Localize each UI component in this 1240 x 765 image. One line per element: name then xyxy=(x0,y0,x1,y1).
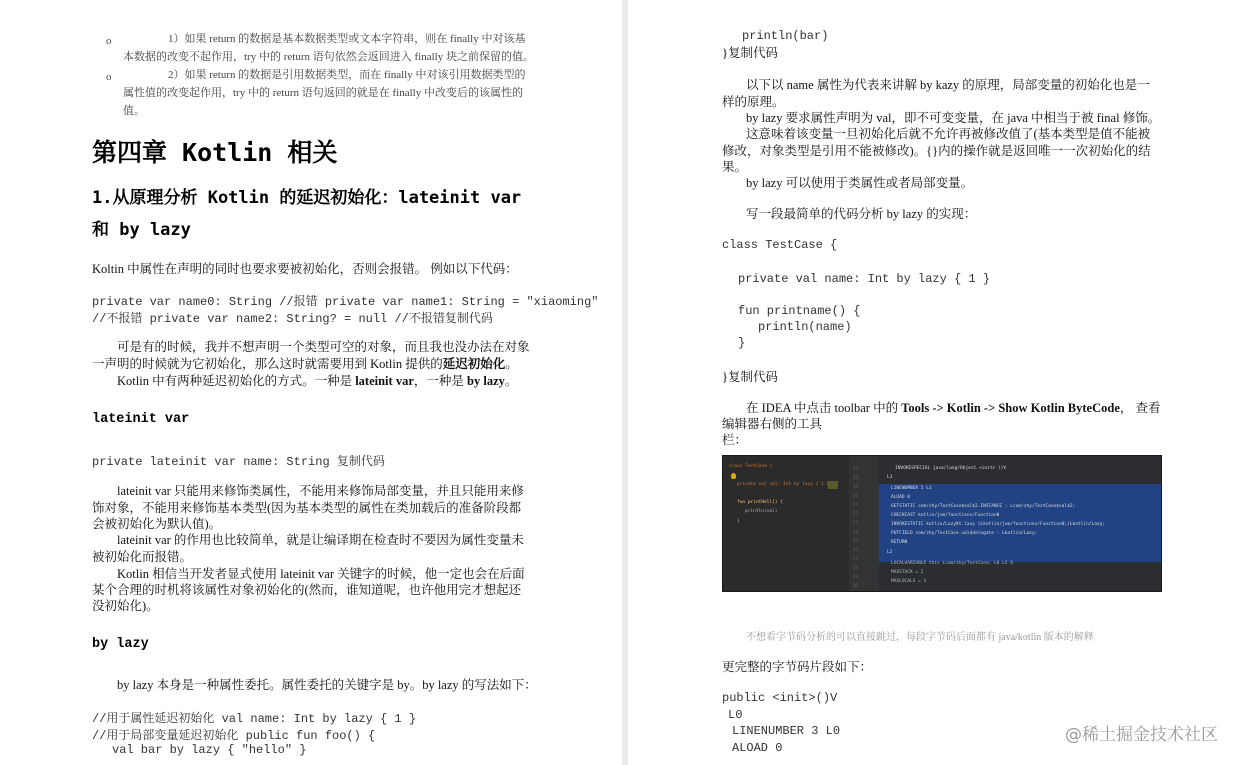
ide-bytecode-line: LINENUMBER 5 L1 xyxy=(891,486,932,491)
ide-left-code: } xyxy=(737,519,740,524)
ide-line-number: 27 xyxy=(853,556,858,561)
p4-line1: lateinit var 的作用也比较简单，就是让编译期在检查时不要因为属性变量未 xyxy=(117,533,524,547)
code3-line1: //用于属性延迟初始化 val name: Int by lazy { 1 } xyxy=(92,712,417,726)
p3-line1: lateinit var 只能用来修饰类属性，不能用来修饰局部变量，并且只能用来修 xyxy=(117,484,524,498)
section-title-line1: 1.从原理分析 Kotlin 的延迟初始化：lateinit var xyxy=(92,188,522,208)
p3-line3: 会被初始化为默认值)。 xyxy=(92,517,222,531)
ide-bytecode-line: MAXLOCALS = 1 xyxy=(891,579,927,584)
r6: 更完整的字节码片段如下： xyxy=(722,660,873,674)
r2-line3: 修改，对象类型是引用不能被修改)。{}内的操作就是返回唯一一次初始化的结 xyxy=(722,144,1151,158)
ide-line-number: 23 xyxy=(853,520,858,525)
ide-bytecode-line: ALOAD 0 xyxy=(891,495,910,500)
ide-line-number: 26 xyxy=(853,547,858,552)
code-c1: public <init>()V xyxy=(722,691,838,705)
p5-line1: Kotlin 相信当开发者显式使用 lateinit var 关键字的时候，他一定也会在后面 xyxy=(117,567,525,581)
r2-line4: 果。 xyxy=(722,160,748,174)
ide-line-number: 17 xyxy=(853,466,858,471)
r5-line1: 在 IDEA 中点击 toolbar 中的 Tools -> Kotlin -> Show Kotlin ByteCode， 查看 xyxy=(746,401,1161,415)
ide-line-number: 19 xyxy=(853,484,858,489)
r5-line2: 编辑器右侧的工具 xyxy=(722,417,823,431)
r4: 写一段最简单的代码分析 by lazy 的实现： xyxy=(746,207,977,221)
r2-line2: 这意味着该变量一旦初始化后就不允许再被修改值了(基本类型是值不能被 xyxy=(746,127,1151,141)
watermark: @稀土掘金技术社区 xyxy=(1065,725,1218,745)
code-c4: ALOAD 0 xyxy=(732,741,783,755)
subheading-lateinit: lateinit var xyxy=(92,412,190,427)
ide-line-number: 22 xyxy=(853,511,858,516)
p3-line2: 饰对象，不能用来修饰基本类型(因为基本类型的属性在类加载后的准备阶段都 xyxy=(92,501,522,515)
ide-bytecode-line: CHECKCAST kotlin/jvm/functions/Function0 xyxy=(891,513,1000,518)
section-title-line2: 和 by lazy xyxy=(92,220,191,240)
ide-bytecode-line: PUTFIELD com/zhy/TestCase.val$delegate : Lkotlin/Lazy; xyxy=(891,531,1038,536)
ide-editor-pane xyxy=(723,456,849,591)
ide-line-number: 29 xyxy=(853,574,858,579)
bullet1-line2: 本数据的改变不起作用，try 中的 return 语句依然会返回进入 finally 块之前保留的值。 xyxy=(123,51,534,63)
bullet1-line1: 1）如果 return 的数据是基本数据类型或文本字符串，则在 finally 中对该基 xyxy=(168,33,526,45)
ide-selection xyxy=(828,481,838,489)
para1-line2: 一声明的时候就为它初始化，那么这时就需要用到 Kotlin 提供的延迟初始化。 xyxy=(92,357,518,371)
ide-left-code: println(val) xyxy=(745,509,778,514)
lightbulb-icon xyxy=(731,473,736,479)
para1-line1: 可是有的时候，我并不想声明一个类型可空的对象，而且我也没办法在对象 xyxy=(117,340,530,354)
image-caption: 不想看字节码分析的可以直接跳过，每段字节码后面都有 java/kotlin 版本的解释 xyxy=(746,632,1094,643)
ide-line-number: 30 xyxy=(853,583,858,588)
ide-line-number: 24 xyxy=(853,529,858,534)
code3-line2: //用于局部变量延迟初始化 public fun foo() { xyxy=(92,729,376,743)
ide-left-code: fun printHell() { xyxy=(737,500,784,505)
ide-bytecode-line: L2 xyxy=(887,550,893,555)
subheading-bylazy: by lazy xyxy=(92,637,149,652)
chapter-title: 第四章 Kotlin 相关 xyxy=(92,138,338,167)
ide-bytecode-line: INVOKESPECIAL java/lang/Object.<init> ()V xyxy=(895,466,1007,471)
code1-line2: //不报错 private var name2: String? = null //不报错复制代码 xyxy=(92,312,493,326)
bullet2-line2: 属性值的改变起作用，try 中的 return 语句返回的就是在 finally 中改变后的该属性的 xyxy=(123,87,523,99)
bullet2-line1: 2）如果 return 的数据是引用数据类型，而在 finally 中对该引用数据类型的 xyxy=(168,69,526,81)
ide-line-number: 21 xyxy=(853,502,858,507)
ide-left-code: class TestCase { xyxy=(729,464,773,469)
bullet2-line3: 值。 xyxy=(123,105,145,117)
r2-line1: by lazy 要求属性声明为 val，即不可变变量，在 java 中相当于被 final 修饰。 xyxy=(746,111,1161,125)
ide-bytecode-line: RETURN xyxy=(891,540,908,545)
code-c2: L0 xyxy=(728,708,743,722)
code-b1: class TestCase { xyxy=(722,238,838,252)
code3-line3: val bar by lazy { "hello" } xyxy=(112,743,307,757)
right-page xyxy=(628,0,1240,765)
intro-paragraph: Koltin 中属性在声明的同时也要求要被初始化，否则会报错。 例如以下代码： xyxy=(92,262,518,276)
ide-bytecode-line: MAXSTACK = 2 xyxy=(891,570,924,575)
p5-line3: 没初始化)。 xyxy=(92,599,159,613)
code-a1: println(bar) xyxy=(742,29,829,43)
ide-line-number: 28 xyxy=(853,565,858,570)
ide-bytecode-line: LOCALVARIABLE this Lcom/zhy/TestCase; L0 L2 0 xyxy=(891,561,1013,566)
ide-bytecode-line: INVOKESTATIC kotlin/LazyKt.lazy (Lkotlin/jvm/functions/Function0;)Lkotlin/Lazy; xyxy=(891,522,1106,527)
ide-bytecode-line: L1 xyxy=(887,475,893,480)
p4-line2: 被初始化而报错。 xyxy=(92,550,193,564)
ide-line-number: 20 xyxy=(853,493,858,498)
code-a2: }复制代码 xyxy=(722,46,778,60)
p5-line2: 某个合理的时机将该属性对象初始化的(然而，谁知道呢，也许他用完才想起还 xyxy=(92,583,522,597)
code-b3: fun printname() { xyxy=(738,304,861,318)
code2: private lateinit var name: String 复制代码 xyxy=(92,455,385,469)
ide-screenshot xyxy=(722,455,1162,592)
ide-bytecode-line: GETSTATIC com/zhy/TestCase$val$2.INSTANCE : Lcom/zhy/TestCase$val$2; xyxy=(891,504,1076,509)
code-b6: }复制代码 xyxy=(722,370,778,384)
ide-left-code: private val val: Int by lazy { 1 } xyxy=(737,482,830,487)
code-b2: private val name: Int by lazy { 1 } xyxy=(738,272,991,286)
code-c3: LINENUMBER 3 L0 xyxy=(732,724,841,738)
r5-line3: 栏： xyxy=(722,433,748,447)
r3: by lazy 可以使用于类属性或者局部变量。 xyxy=(746,176,974,190)
code-b4: println(name) xyxy=(758,320,852,334)
r1-line2: 样的原理。 xyxy=(722,95,785,109)
code-b5: } xyxy=(738,336,746,350)
ide-line-number: 25 xyxy=(853,538,858,543)
ide-line-number: 18 xyxy=(853,475,858,480)
bullet-marker: o xyxy=(106,71,112,83)
bullet-marker: o xyxy=(106,35,112,47)
code1-line1: private var name0: String //报错 private var name1: String = "xiaoming" xyxy=(92,295,599,309)
para2: Kotlin 中有两种延迟初始化的方式。一种是 lateinit var，一种是 by lazy。 xyxy=(117,374,518,388)
p6: by lazy 本身是一种属性委托。属性委托的关键字是 by。by lazy 的写法如下： xyxy=(117,678,537,692)
r1-line1: 以下以 name 属性为代表来讲解 by kazy 的原理，局部变量的初始化也是一 xyxy=(746,78,1150,92)
